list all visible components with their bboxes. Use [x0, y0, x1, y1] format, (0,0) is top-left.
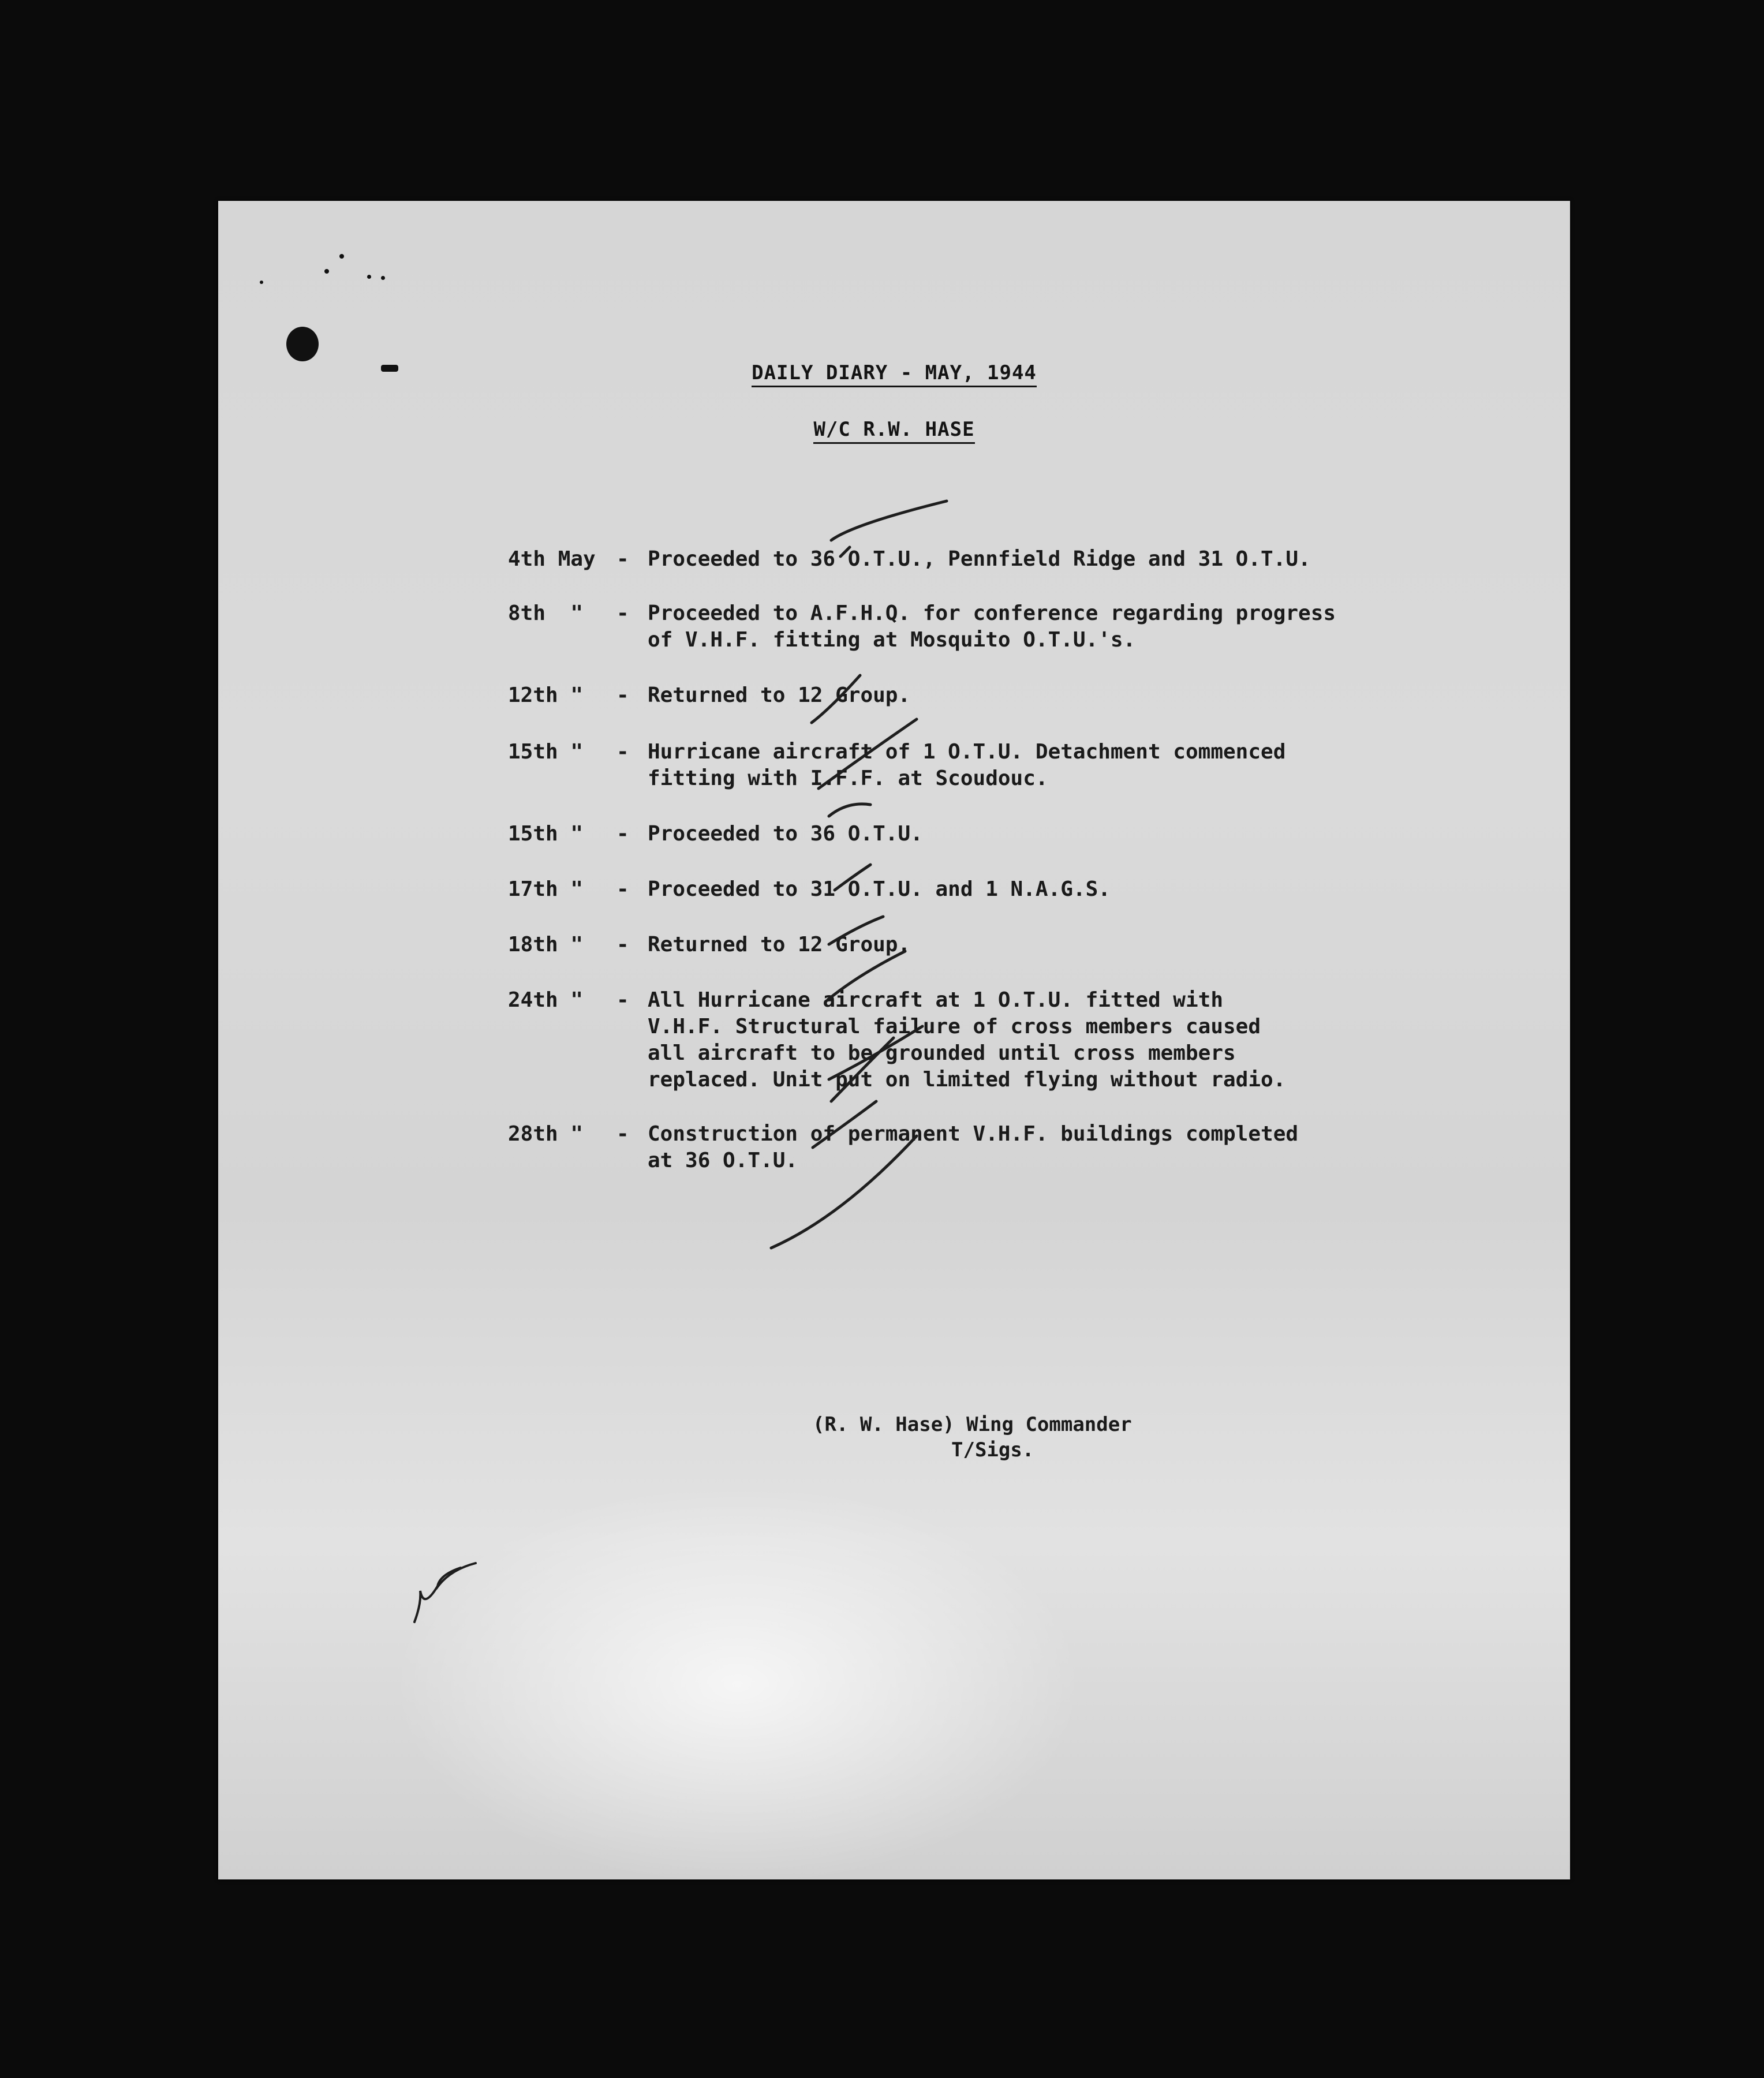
- entry-dash: -: [616, 683, 629, 707]
- entry-text: Proceeded to 31 O.T.U. and 1 N.A.G.S.: [648, 877, 1111, 901]
- punch-hole: [286, 327, 319, 361]
- entry-dash: -: [616, 988, 629, 1012]
- entry-text: Proceeded to A.F.H.Q. for conference regarding progress of V.H.F. fitting at Mosquito O.T.U.'s.: [648, 601, 1336, 652]
- entry-dash: -: [616, 822, 629, 846]
- document-title: DAILY DIARY - MAY, 1944: [218, 361, 1570, 384]
- entry-text: Returned to 12 Group.: [648, 683, 911, 707]
- entry-date: 4th May: [508, 547, 596, 571]
- entry-dash: -: [616, 1122, 629, 1146]
- signature-name: (R. W. Hase) Wing Commander: [813, 1413, 1132, 1436]
- entry-date: 17th ": [508, 877, 584, 901]
- entry-date: 24th ": [508, 988, 584, 1012]
- signature-block: [813, 1412, 1132, 1463]
- check-mark: [831, 501, 947, 540]
- signature-unit: T/Sigs.: [951, 1438, 1034, 1462]
- entry-text: Construction of permanent V.H.F. buildings completed at 36 O.T.U.: [648, 1122, 1299, 1172]
- entry-date: 28th ": [508, 1122, 584, 1146]
- check-mark: [829, 804, 870, 816]
- entry-dash: -: [616, 547, 629, 571]
- handwritten-initials: [414, 1563, 476, 1622]
- entry-date: 18th ": [508, 933, 584, 956]
- entry-date: 8th ": [508, 601, 584, 625]
- entry-date: 12th ": [508, 683, 584, 707]
- ink-speck: [260, 281, 263, 284]
- ink-speck: [367, 275, 371, 279]
- ink-speck: [381, 276, 385, 280]
- ink-speck: [339, 254, 344, 259]
- entry-text: Returned to 12 Group.: [648, 933, 911, 956]
- entry-text: Proceeded to 36 O.T.U.: [648, 822, 923, 846]
- entry-text: All Hurricane aircraft at 1 O.T.U. fitted with V.H.F. Structural failure of cross members caused all aircraft to be grounded until cross members replaced. Unit put on limited flying without radio.: [648, 988, 1286, 1092]
- entry-date: 15th ": [508, 822, 584, 846]
- entry-date: 15th ": [508, 740, 584, 764]
- entry-text: Proceeded to 36 O.T.U., Pennfield Ridge and 31 O.T.U.: [648, 547, 1311, 571]
- entry-dash: -: [616, 601, 629, 625]
- entry-dash: -: [616, 740, 629, 764]
- entry-dash: -: [616, 877, 629, 901]
- ink-speck: [324, 269, 329, 274]
- document-page: [218, 201, 1570, 1879]
- entry-dash: -: [616, 933, 629, 956]
- document-subtitle: W/C R.W. HASE: [218, 418, 1570, 441]
- entry-text: Hurricane aircraft of 1 O.T.U. Detachment commenced fitting with I.F.F. at Scoudouc.: [648, 740, 1286, 790]
